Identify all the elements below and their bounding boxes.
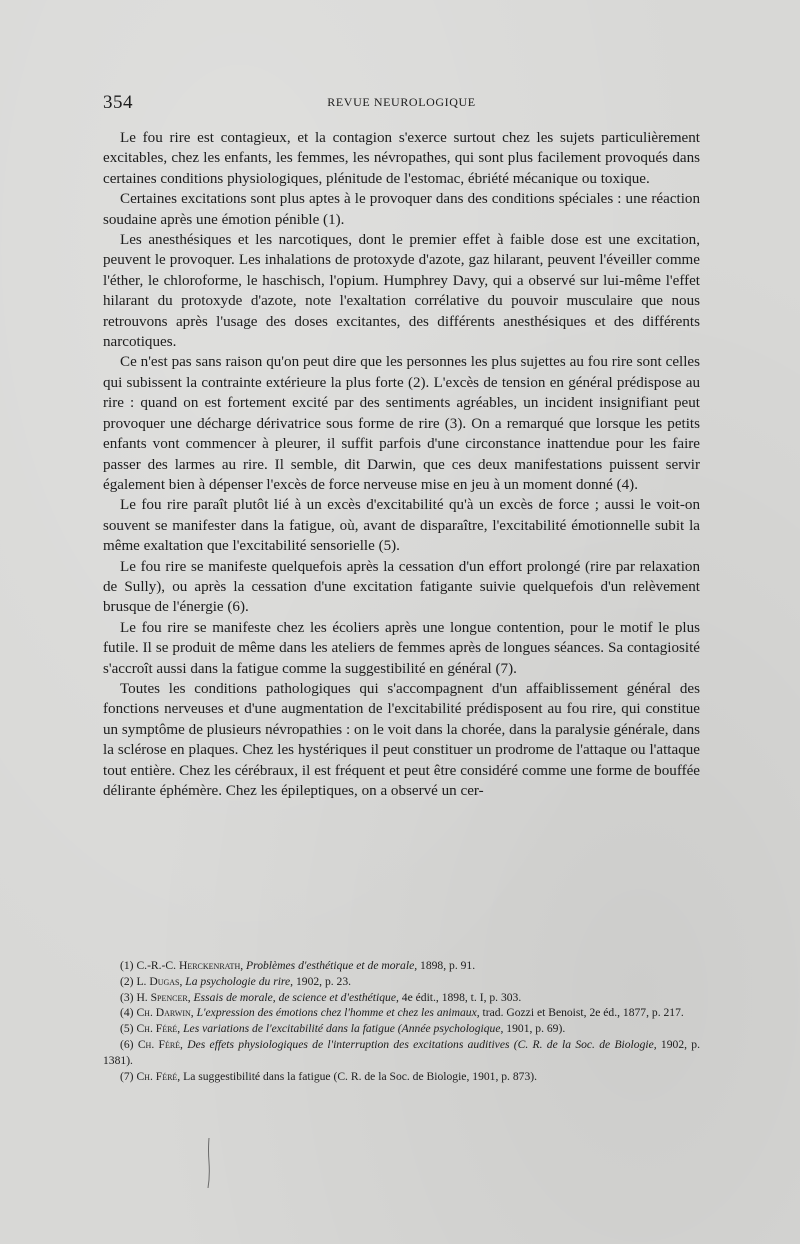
footnote (103, 958, 700, 974)
footnote-number: (5) (120, 1022, 134, 1036)
paragraph: Toutes les conditions pathologiques qui s'accompagnent d'un affaiblissement général des fonctions nerveuses et d'une augmentation de l'excitabilité prédisposent au fou rire, qui constitue un symptôme de plusieurs névropathies : on le voit dans la chorée, dans la paralysie générale, dans la sclérose en plaques. Chez les hystériques il peut constituer un prodrome de l'attaque ou l'attaque tout entière. Chez les cérébraux, il est fréquent et peut être considéré comme une forme de bouffée délirante éphémère. Chez les épileptiques, on a observé un cer- (103, 680, 700, 799)
page-number: 354 (103, 92, 133, 113)
footnote (103, 1069, 700, 1085)
page-header (103, 92, 700, 114)
footnote-work: Essais de morale, de science et d'esthétique, (193, 990, 399, 1004)
footnote (103, 1005, 700, 1021)
footnote-work: Problèmes d'esthétique et de morale, (246, 959, 418, 972)
footnote (103, 1037, 700, 1069)
footnote-author: Ch. Darwin, (136, 1006, 194, 1020)
footnotes (103, 958, 700, 1084)
footnote (103, 990, 700, 1006)
footnote-work: Les variations de l'excitabilité dans la fatigue (Année psychologique, (183, 1022, 504, 1036)
footnote-number: (1) (120, 959, 134, 972)
footnote-tail: 4e édit., 1898, t. I, p. 303. (401, 990, 522, 1004)
footnote-author: C.-R.-C. Herckenrath, (136, 959, 244, 972)
paragraph: Certaines excitations sont plus aptes à le provoquer dans des conditions spéciales : une réaction soudaine après une émotion pénible (1). (103, 191, 700, 228)
footnote-work: L'expression des émotions chez l'homme et chez les animaux, (196, 1006, 480, 1020)
footnote-work: La psychologie du rire, (185, 974, 294, 988)
footnote-author: H. Spencer, (136, 990, 191, 1004)
paragraph: Le fou rire paraît plutôt lié à un excès d'excitabilité qu'à un excès de force ; aussi le voit-on souvent se manifester dans la fatigue, où, avant de disparaître, l'excitabilité émotionnelle subit la même exaltation que l'excitabilité sensorielle (5). (103, 497, 700, 555)
running-title: REVUE NEUROLOGIQUE (327, 95, 476, 109)
footnote-number: (3) (120, 990, 134, 1004)
paragraph: Les anesthésiques et les narcotiques, dont le premier effet à faible dose est une excitation, peuvent le provoquer. Les inhalations de protoxyde d'azote, gaz hilarant, peuvent l'éveiller comme l'éther, le chloroforme, le haschisch, l'opium. Humphrey Davy, qui a observé sur lui-même l'effet hilarant du protoxyde d'azote, note l'exaltation corrélative du pouvoir musculaire que nous retrouvons après l'usage des doses excitantes, des différents anesthésiques et des différents narcotiques. (103, 232, 700, 351)
footnote-tail: 1901, p. 873). (472, 1069, 537, 1083)
footnote-tail: 1901, p. 69). (506, 1022, 566, 1036)
body-text (103, 128, 700, 801)
footnote-author: L. Dugas, (136, 974, 183, 988)
footnote (103, 974, 700, 990)
footnote-tail: 1898, p. 91. (420, 959, 476, 972)
footnote (103, 1021, 700, 1037)
paragraph: Le fou rire se manifeste quelquefois après la cessation d'un effort prolongé (rire par relaxation de Sully), ou après la cessation d'une excitation fatigante suivie quelquefois d'un relèvement brusque de l'énergie (6). (103, 558, 700, 616)
footnote-number: (2) (120, 974, 134, 988)
footnote-work: Des effets physiologiques de l'interruption des excitations auditives (C. R. de la Soc. de Biologie, (187, 1037, 657, 1051)
footnote-author: Ch. Féré, (136, 1069, 181, 1083)
footnote-author: Ch. Féré, (136, 1022, 181, 1036)
pencil-mark (205, 1138, 213, 1188)
paragraph: Le fou rire est contagieux, et la contagion s'exerce surtout chez les sujets particulièrement excitables, chez les enfants, les femmes, les névropathes, qui sont plus facilement provoqués dans certaines conditions physiologiques, plénitude de l'estomac, ébriété mécanique ou toxique. (103, 130, 700, 187)
paragraph: Ce n'est pas sans raison qu'on peut dire que les personnes les plus sujettes au fou rire sont celles qui subissent la contrainte extérieure la plus forte (2). L'excès de tension en général prédispose au rire : quand on est fortement excité par des sentiments agréables, un incident insignifiant peut provoquer une décharge dérivatrice sous forme de rire (3). On a remarqué que lorsque les petits enfants vont commencer à pleurer, il suffit parfois d'une circonstance inattendue pour les faire passer des larmes au rire. Il semble, dit Darwin, que ces deux manifestations puissent servir également bien à dépenser l'excès de force nerveuse mise en jeu à un moment donné (4). (103, 354, 700, 493)
footnote-tail: 1902, p. 23. (295, 974, 352, 988)
footnote-number: (7) (120, 1069, 134, 1083)
footnote-work: La suggestibilité dans la fatigue (C. R. de la Soc. de Biologie, (183, 1069, 470, 1083)
paragraph: Le fou rire se manifeste chez les écoliers après une longue contention, pour le motif le plus futile. Il se produit de même dans les ateliers de femmes après de longues séances. Sa contagiosité s'accroît aussi dans la fatigue comme la suggestibilité en général (7). (103, 619, 700, 677)
footnote-number: (4) (120, 1006, 134, 1020)
footnote-tail: trad. Gozzi et Benoist, 2e éd., 1877, p. 217. (482, 1006, 684, 1020)
footnote-tail: 1902, p. 1381). (103, 1037, 700, 1067)
footnote-author: Ch. Féré, (137, 1037, 183, 1051)
footnote-number: (6) (120, 1037, 134, 1051)
